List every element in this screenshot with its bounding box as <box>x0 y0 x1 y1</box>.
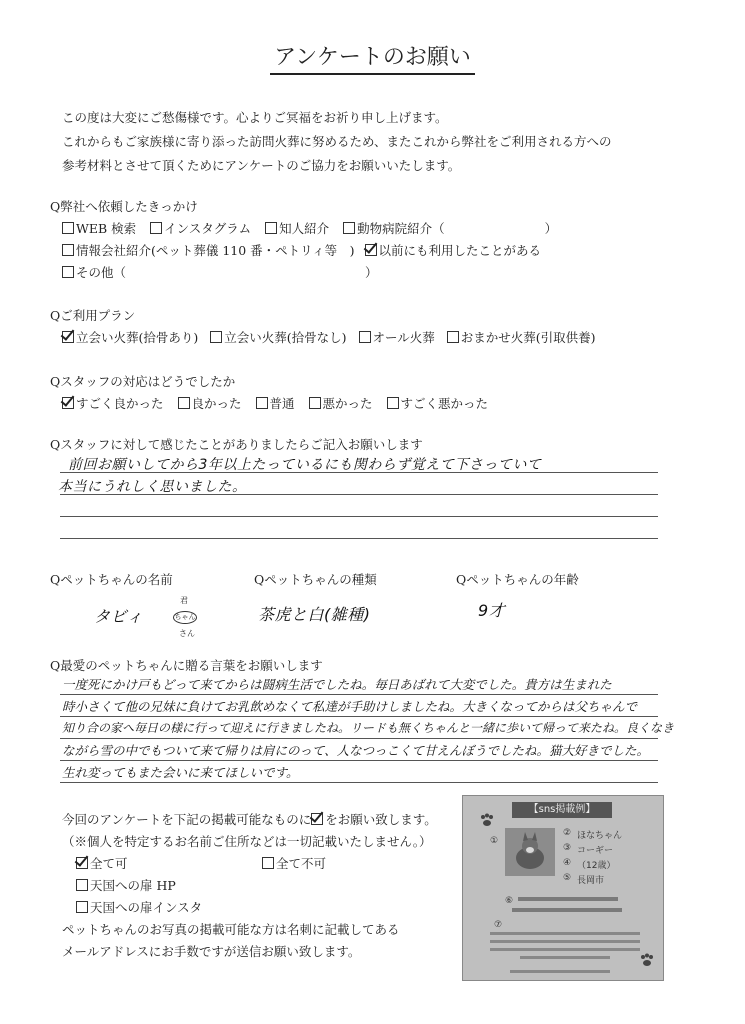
sns-blurred-text <box>512 908 622 912</box>
pet-age-label: Qペットちゃんの年齢 <box>456 572 579 587</box>
sns-number: ⑤ <box>563 873 572 883</box>
checkbox-staff-2[interactable] <box>178 397 190 409</box>
q4-label: Qスタッフに対して感じたことがありましたらご記入お願いします <box>50 437 423 452</box>
q2-options <box>62 328 596 346</box>
sns-number: ② <box>563 828 572 838</box>
pet-age-value: 9才 <box>478 601 506 620</box>
q1-row1 <box>62 219 557 237</box>
checkbox-publish-insta[interactable] <box>76 901 88 913</box>
q6-answer-line: 時小さくて他の兄妹に負けてお乳飲めなくて私達が手助けしましたね。大きくなってからは父ちゃんで <box>62 699 638 714</box>
pet-type-label: Qペットちゃんの種類 <box>254 572 377 587</box>
publish-opt-hp <box>76 876 176 894</box>
sns-blurred-text <box>490 948 640 951</box>
checkbox-plan-3[interactable] <box>359 331 371 343</box>
publish-line-2: （※個人を特定するお名前ご住所などは一切記載いたしません。） <box>62 834 432 849</box>
sns-pet-city: 長岡市 <box>577 876 605 886</box>
checkbox-info-company[interactable] <box>62 244 74 256</box>
q1-label: Q弊社へ依頼したきっかけ <box>50 199 198 214</box>
checkbox-vet[interactable] <box>343 222 355 234</box>
publish-opt-insta <box>76 898 202 916</box>
dog-photo <box>505 828 555 876</box>
checkbox-referral[interactable] <box>265 222 277 234</box>
q1-row3 <box>62 263 378 281</box>
checkbox-staff-5[interactable] <box>387 397 399 409</box>
answer-line <box>60 538 658 539</box>
publish-opt-none <box>262 854 326 872</box>
sns-number: ⑦ <box>494 920 503 930</box>
intro-line: これからもご家族様に寄り添った訪問火葬に努めるため、またこれから弊社をご利用される方への <box>62 134 612 149</box>
sns-blurred-text <box>490 932 640 935</box>
publish-line-1 <box>62 810 437 828</box>
sns-blurred-text <box>510 970 610 973</box>
checkbox-publish-all[interactable] <box>76 857 88 869</box>
paw-icon <box>638 952 656 966</box>
option-label: すごく悪かった <box>400 396 489 411</box>
sns-pet-breed: コーギー <box>577 846 614 856</box>
option-label: 動物病院紹介（ <box>357 221 445 236</box>
option-label: おまかせ火葬(引取供養) <box>460 330 596 345</box>
option-label: その他（ <box>76 265 127 280</box>
checkbox-other[interactable] <box>62 266 74 278</box>
sns-blurred-text <box>518 897 618 901</box>
checkbox-publish-none[interactable] <box>262 857 274 869</box>
option-label: 知人紹介 <box>279 221 330 236</box>
sns-number: ③ <box>563 843 572 853</box>
intro-text <box>62 106 612 178</box>
option-label: 立会い火葬(拾骨あり) <box>76 330 199 345</box>
checkbox-plan-4[interactable] <box>447 331 459 343</box>
checkbox-plan-2[interactable] <box>210 331 222 343</box>
q6-answer-line: 知り合の家へ毎日の様に行って迎えに行きましたね。リードも無くちゃんと一緒に歩いて帰って来たね。良くなき <box>62 721 675 735</box>
checkbox-web[interactable] <box>62 222 74 234</box>
option-label: 立会い火葬(拾骨なし) <box>224 330 347 345</box>
publish-line-3: ペットちゃんのお写真の掲載可能な方は名刺に記載してある <box>62 922 400 937</box>
q6-label: Q最愛のペットちゃんに贈る言葉をお願いします <box>50 658 323 673</box>
sample-check-icon <box>311 813 323 825</box>
answer-line <box>60 516 658 517</box>
sns-number: ④ <box>563 858 572 868</box>
sns-number: ⑥ <box>505 896 514 906</box>
option-label: すごく良かった <box>76 396 164 411</box>
intro-line: この度は大変にご愁傷様です。心よりご冥福をお祈り申し上げます。 <box>62 110 448 125</box>
pet-name-label: Qペットちゃんの名前 <box>50 572 173 587</box>
option-label: オール火葬 <box>372 330 435 345</box>
page-title: アンケートのお願い <box>0 40 745 71</box>
q6-answer-line: ながら雪の中でもついて来て帰りは肩にのって、人なつっこくて甘えんぼうでしたね。猫大好きでした。 <box>62 743 650 758</box>
paw-icon <box>478 812 496 826</box>
q2-label: Qご利用プラン <box>50 308 136 323</box>
publish-text: 今回のアンケートを下記の掲載可能なものに <box>62 812 312 827</box>
suffix-kun: 君 <box>180 596 188 605</box>
pet-name-value: タビィ <box>94 607 144 626</box>
option-label: 全て可 <box>90 856 128 871</box>
publish-opt-all <box>76 854 128 872</box>
answer-line <box>60 760 658 761</box>
q6-answer-line: 生れ変ってもまた会いに来てほしいです。 <box>62 765 299 780</box>
q6-answer-line: 一度死にかけ戸もどって来てからは闘病生活でしたね。毎日あばれて大変でした。貴方は生まれた <box>62 677 612 692</box>
checkbox-plan-1[interactable] <box>62 331 74 343</box>
option-label: 以前にも利用したことがある <box>378 243 542 258</box>
checkbox-staff-1[interactable] <box>62 397 74 409</box>
checkbox-publish-hp[interactable] <box>76 879 88 891</box>
sns-example-title: 【sns掲載例】 <box>512 802 612 818</box>
q4-answer-line: 本当にうれしく思いました。 <box>58 479 247 495</box>
option-label: 全て不可 <box>276 856 327 871</box>
checkbox-staff-3[interactable] <box>256 397 268 409</box>
publish-line-4: メールアドレスにお手数ですが送信お願い致します。 <box>62 944 361 959</box>
q3-options <box>62 394 488 412</box>
option-label: 普通 <box>269 396 295 411</box>
checkbox-instagram[interactable] <box>150 222 162 234</box>
option-label: ） <box>544 221 558 236</box>
answer-line <box>60 716 658 717</box>
q4-answer-line: 前回お願いしてから3年以上たっているにも関わらず覚えて下さっていて <box>68 457 542 473</box>
suffix-chan-circled: ちゃん <box>173 611 197 624</box>
option-label: 情報会社紹介(ペット葬儀 110 番・ペトリィ等 ) <box>76 243 355 258</box>
sns-blurred-text <box>520 956 610 959</box>
pet-type-value: 茶虎と白(雑種) <box>258 605 371 624</box>
option-label: WEB 検索 <box>76 221 137 236</box>
option-label: ） <box>365 265 378 280</box>
option-label: 良かった <box>191 396 242 411</box>
checkbox-staff-4[interactable] <box>309 397 321 409</box>
option-label: 悪かった <box>322 396 373 411</box>
sns-pet-name: ほなちゃん <box>577 831 623 841</box>
option-label: インスタグラム <box>164 221 252 236</box>
sns-number: ① <box>490 836 499 846</box>
sns-blurred-text <box>490 940 640 943</box>
checkbox-used-before[interactable] <box>365 244 377 256</box>
answer-line <box>60 694 658 695</box>
suffix-san: さん <box>179 629 195 638</box>
q3-label: Qスタッフの対応はどうでしたか <box>50 374 236 389</box>
q1-row2 <box>62 241 541 259</box>
sns-pet-age: （12歳） <box>577 861 616 871</box>
answer-line <box>60 782 658 783</box>
publish-text: をお願い致します。 <box>325 812 437 827</box>
option-label: 天国への扉 HP <box>90 878 176 893</box>
option-label: 天国への扉インスタ <box>90 900 203 915</box>
answer-line <box>60 738 658 739</box>
intro-line: 参考材料とさせて頂くためにアンケートのご協力をお願いいたします。 <box>62 158 461 173</box>
